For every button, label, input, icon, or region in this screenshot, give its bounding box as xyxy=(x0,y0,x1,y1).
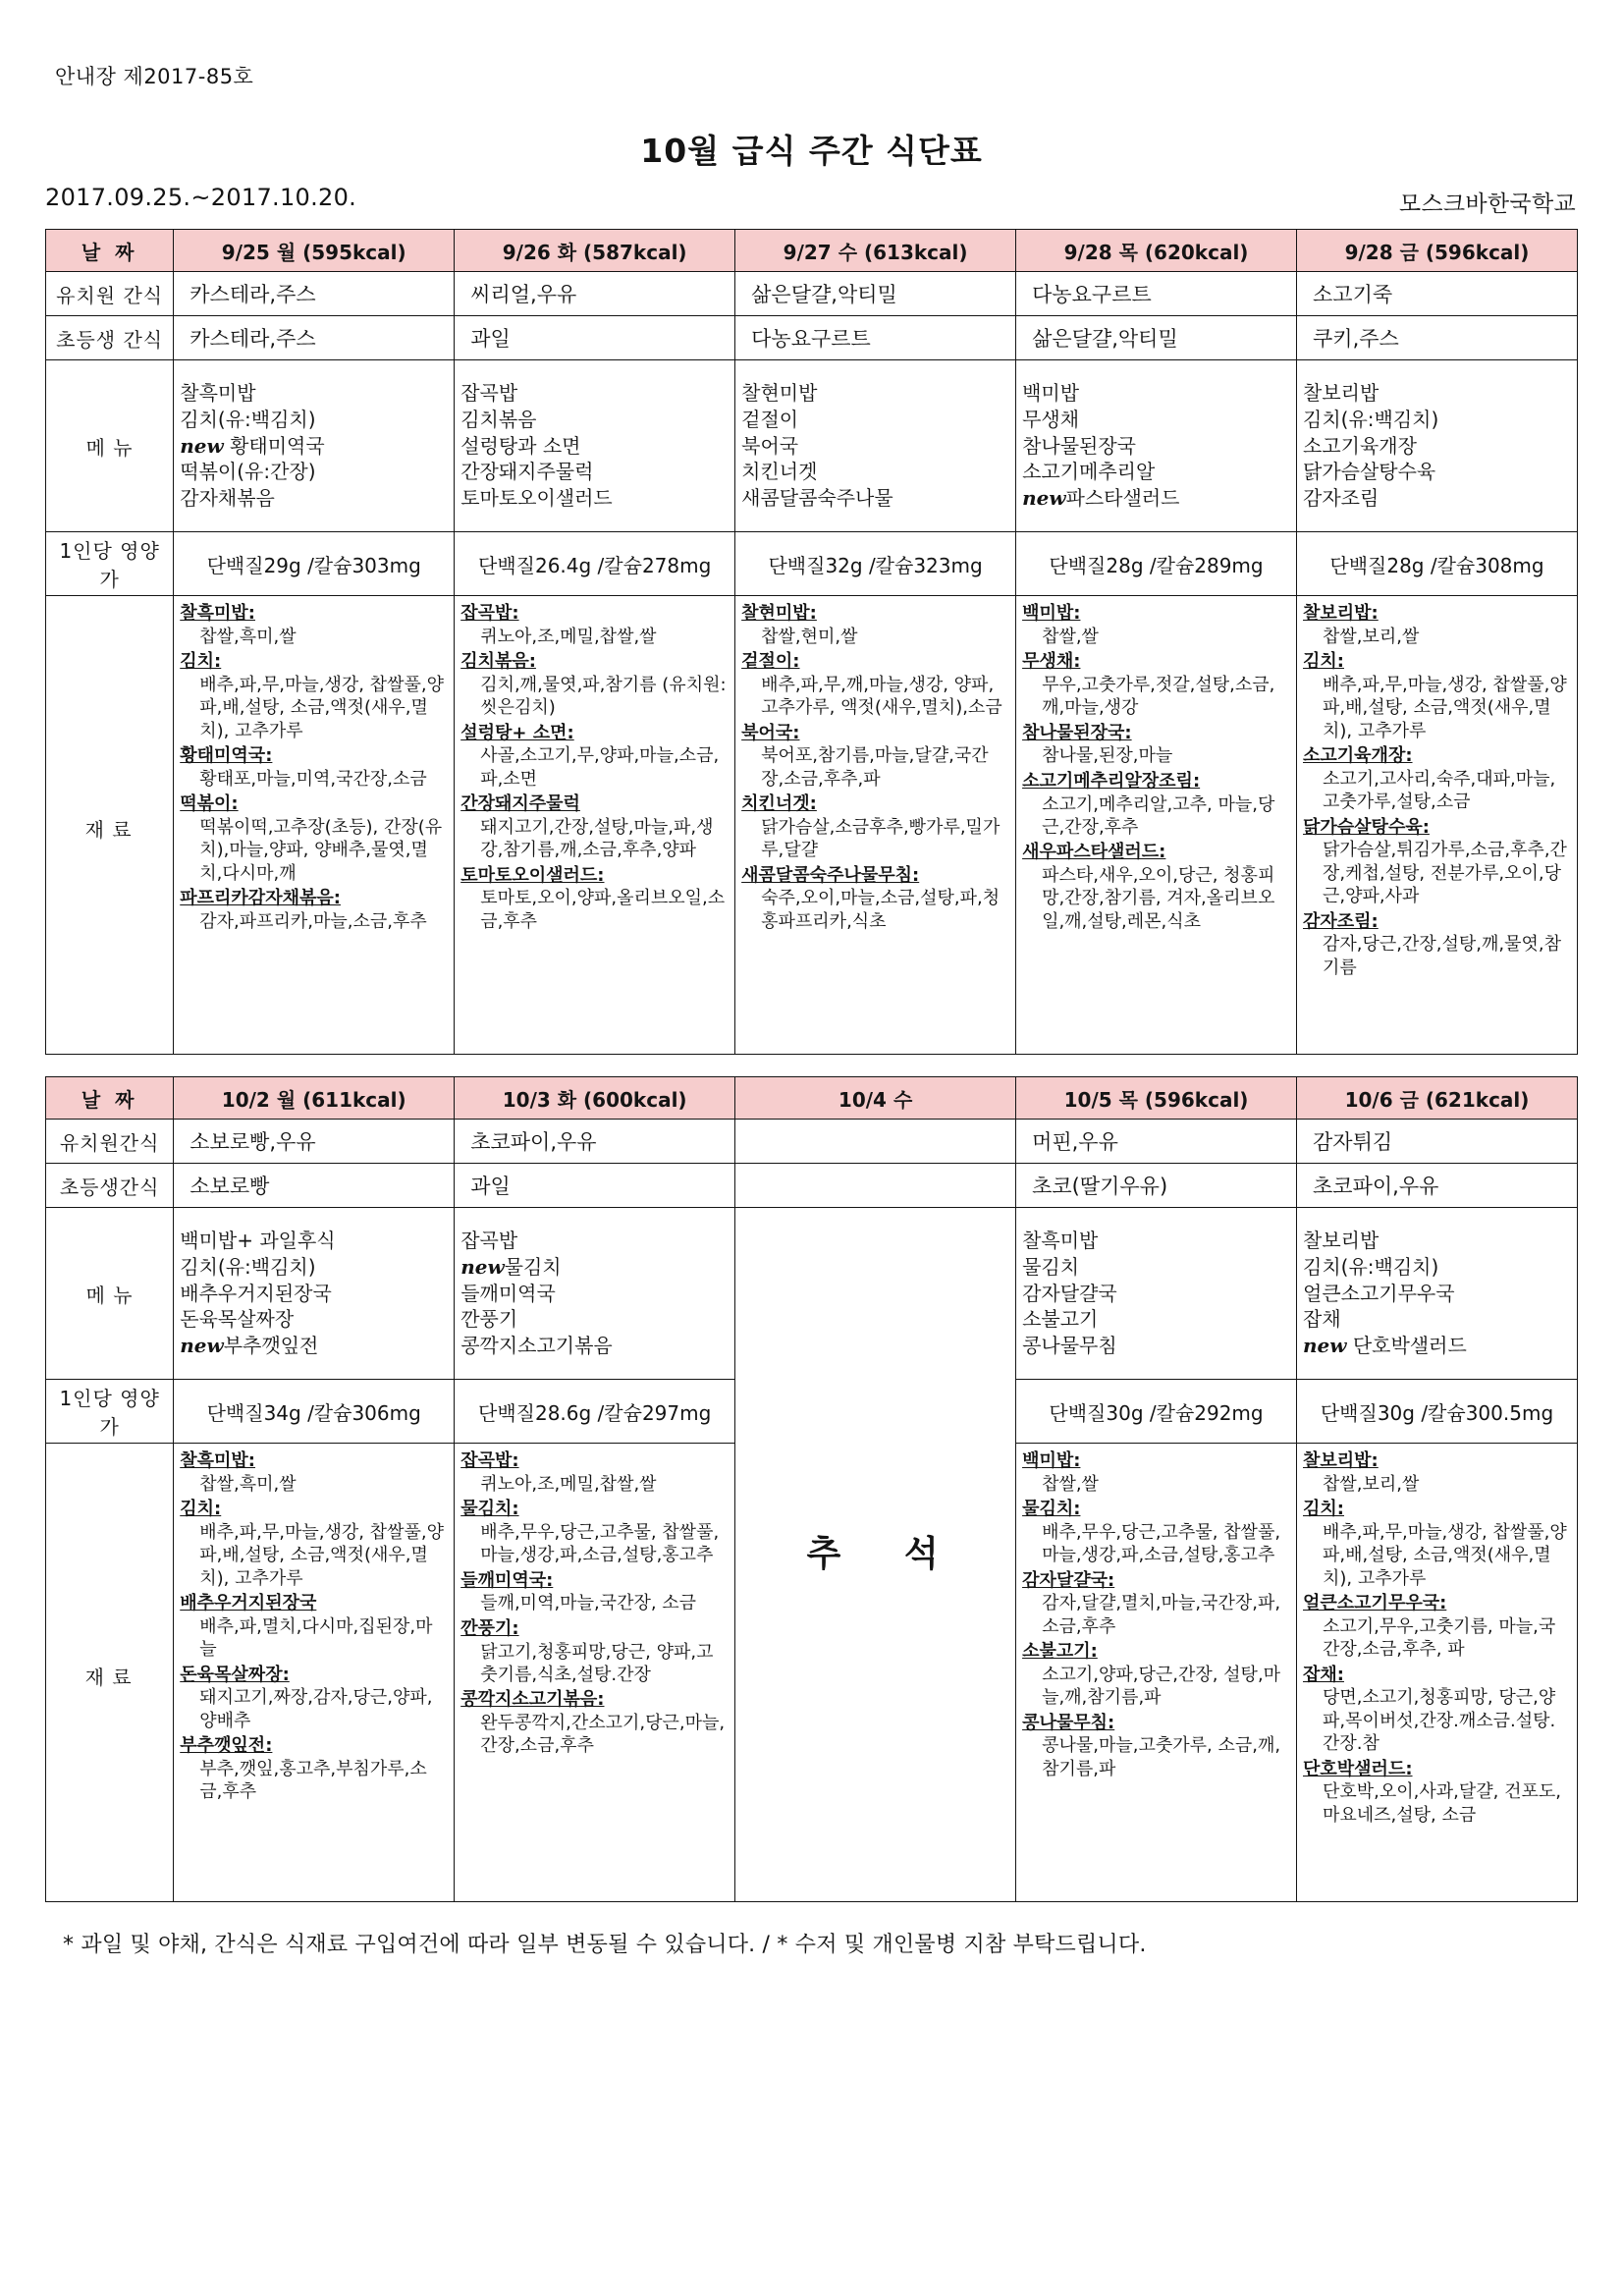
menu-item: 물김치 xyxy=(1022,1254,1080,1279)
ingredient-items: 감자,당근,간장,설탕,깨,물엿,참기름 xyxy=(1323,934,1561,978)
week1-menu-table xyxy=(45,229,1578,1055)
ingredient-dish-name: 김치볶음: xyxy=(460,651,536,673)
ingredient-dish-name: 백미밥: xyxy=(1022,1450,1081,1471)
subheader xyxy=(45,184,1578,223)
menu-item: 들깨미역국 xyxy=(460,1281,556,1305)
ingredient-items: 콩나물,마늘,고춧가루, 소금,깨,참기름,파 xyxy=(1042,1735,1281,1779)
ingredient-block xyxy=(1022,1640,1288,1710)
week1-menu-1 xyxy=(455,360,735,532)
ingredient-items: 배추,파,무,마늘,생강, 찹쌀풀,양파,배,설탕, 소금,액젓(새우,멸치), 고추가루 xyxy=(199,1521,444,1589)
week2-day-header-4: 10/6 금 (621kcal) xyxy=(1297,1077,1578,1120)
ingredient-block xyxy=(460,602,727,648)
ingredient-items: 소고기,양파,당근,간장, 설탕,마늘,깨,참기름,파 xyxy=(1042,1664,1281,1709)
menu-item: 찰보리밥 xyxy=(1303,381,1380,405)
school-name: 모스크바한국학교 xyxy=(1398,191,1576,217)
week1-ingredients-row xyxy=(46,596,1578,1055)
menu-item: 소불고기 xyxy=(1022,1307,1099,1332)
ingredient-dish-name: 찰보리밥: xyxy=(1303,603,1379,624)
menu-item: 김치(유:백김치) xyxy=(180,407,316,431)
menu-item: 북어국 xyxy=(741,433,799,458)
ingredient-items: 북어포,참기름,마늘,달걀,국간장,소금,후추,파 xyxy=(761,745,989,790)
ingredient-block xyxy=(180,650,446,742)
ingredient-dish-name: 황태미역국: xyxy=(180,745,273,767)
ingredient-block xyxy=(180,1592,446,1662)
ingredient-block xyxy=(180,887,446,933)
ingredient-dish-name: 김치: xyxy=(180,651,222,673)
row-label-date: 날 짜 xyxy=(46,1077,174,1120)
new-badge: new xyxy=(180,433,224,458)
ingredient-items: 사골,소고기,무,양파,마늘,소금,파,소면 xyxy=(480,745,720,790)
week2-menu-4 xyxy=(1297,1208,1578,1380)
menu-item: 새콤달콤숙주나물 xyxy=(741,486,893,511)
menu-item: new물김치 xyxy=(460,1254,562,1279)
row-label-ingredients: 재 료 xyxy=(46,596,174,1055)
week2-ingredients-3 xyxy=(1016,1444,1297,1902)
ingredient-list xyxy=(1303,602,1569,981)
week1-ingredients-0 xyxy=(174,596,455,1055)
week2-day-header-0: 10/2 월 (611kcal) xyxy=(174,1077,455,1120)
ingredient-block xyxy=(460,722,727,792)
ingredient-dish-name: 닭가슴살탕수육: xyxy=(1303,816,1430,838)
ingredient-items: 찹쌀,쌀 xyxy=(1042,626,1099,647)
ingredient-dish-name: 잡채: xyxy=(1303,1664,1344,1685)
ingredient-list xyxy=(460,602,727,935)
ingredient-items: 감자,파프리카,마늘,소금,후추 xyxy=(199,910,427,932)
week2-menu-3 xyxy=(1016,1208,1297,1380)
menu-item: 감자달걀국 xyxy=(1022,1281,1117,1305)
menu-item: 찰보리밥 xyxy=(1303,1229,1380,1252)
ingredient-items: 찹쌀,보리,쌀 xyxy=(1323,626,1420,647)
ingredient-dish-name: 파프리카감자채볶음: xyxy=(180,888,341,909)
week2-ingredients-4 xyxy=(1297,1444,1578,1902)
menu-item: 배추우거지된장국 xyxy=(180,1281,332,1305)
ingredient-block xyxy=(460,864,727,934)
menu-item: 닭가슴살탕수육 xyxy=(1303,460,1436,484)
holiday-cell-chuseok: 추 석 xyxy=(735,1208,1016,1902)
row-label-menu: 메 뉴 xyxy=(46,1208,174,1380)
ingredient-block xyxy=(741,864,1007,934)
ingredient-items: 배추,무우,당근,고추물, 찹쌀풀,마늘,생강,파,소금,설탕,홍고추 xyxy=(1042,1521,1281,1566)
week2-elem-snack-row xyxy=(46,1164,1578,1208)
menu-item: 치킨너겟 xyxy=(741,460,818,484)
ingredient-items: 닭고기,청홍피망,당근, 양파,고춧기름,식초,설탕.간장 xyxy=(480,1641,714,1685)
ingredient-block xyxy=(460,1617,727,1687)
week1-ingredients-4 xyxy=(1297,596,1578,1055)
week1-nutrition-3: 단백질28g /칼슘289mg xyxy=(1016,532,1297,596)
week2-kinder-snack-1: 초코파이,우유 xyxy=(455,1120,735,1164)
menu-item: 잡채 xyxy=(1303,1307,1341,1332)
ingredient-items: 무우,고춧가루,젓갈,설탕,소금,깨,마늘,생강 xyxy=(1042,674,1275,719)
week1-kinder-snack-1: 씨리얼,우유 xyxy=(455,272,735,316)
ingredient-items: 부추,깻잎,홍고추,부침가루,소금,후추 xyxy=(199,1758,427,1803)
ingredient-dish-name: 콩나물무침: xyxy=(1022,1712,1115,1733)
menu-item: 김치(유:백김치) xyxy=(1303,1254,1439,1279)
week2-nutrition-1: 단백질28.6g /칼슘297mg xyxy=(455,1380,735,1444)
week1-nutrition-1: 단백질26.4g /칼슘278mg xyxy=(455,532,735,596)
ingredient-items: 닭가슴살,튀김가루,소금,후추,간장,케첩,설탕, 전분가루,오이,당근,양파,사과 xyxy=(1323,840,1567,907)
week1-ingredients-2 xyxy=(735,596,1016,1055)
week2-nutrition-0: 단백질34g /칼슘306mg xyxy=(174,1380,455,1444)
week1-day-header-0: 9/25 월 (595kcal) xyxy=(174,230,455,272)
menu-item: 설렁탕과 소면 xyxy=(460,433,581,458)
page-title: 10월 급식 주간 식단표 xyxy=(640,132,983,170)
week2-kinder-snack-2 xyxy=(735,1120,1016,1164)
week1-elem-snack-1: 과일 xyxy=(455,316,735,360)
week1-date-header-row xyxy=(46,230,1578,272)
ingredient-items: 소고기,메추리알,고추, 마늘,당근,간장,후추 xyxy=(1042,793,1275,838)
ingredient-list xyxy=(1022,1449,1288,1782)
ingredient-block xyxy=(1022,1712,1288,1781)
ingredient-items: 숙주,오이,마늘,소금,설탕,파,청홍파프리카,식초 xyxy=(761,888,1001,932)
ingredient-block xyxy=(1303,1664,1569,1756)
row-label-kinder-snack: 유치원 간식 xyxy=(46,272,174,316)
ingredient-dish-name: 얼큰소고기무우국: xyxy=(1303,1593,1447,1614)
ingredient-dish-name: 토마토오이샐러드: xyxy=(460,864,605,886)
week2-kinder-snack-4: 감자튀김 xyxy=(1297,1120,1578,1164)
week2-menu-row xyxy=(46,1208,1578,1380)
ingredient-items: 감자,달걀,멸치,마늘,국간장,파,소금,후추 xyxy=(1042,1593,1281,1637)
menu-item: new 단호박샐러드 xyxy=(1303,1334,1467,1358)
ingredient-block xyxy=(460,650,727,720)
ingredient-dish-name: 소불고기: xyxy=(1022,1641,1098,1663)
ingredient-block xyxy=(1303,1498,1569,1590)
week2-day-header-1: 10/3 화 (600kcal) xyxy=(455,1077,735,1120)
ingredient-block xyxy=(1303,910,1569,980)
ingredient-dish-name: 소고기육개장: xyxy=(1303,745,1413,767)
ingredient-list xyxy=(1303,1449,1569,1829)
ingredient-items: 당면,소고기,청홍피망, 당근,양파,목이버섯,간장.깨소금.설탕.간장.참 xyxy=(1323,1687,1556,1755)
ingredient-items: 찹쌀,쌀 xyxy=(1042,1473,1099,1495)
ingredient-block xyxy=(180,602,446,648)
new-badge: new xyxy=(1022,486,1066,511)
menu-item: 토마토오이샐러드 xyxy=(460,486,613,511)
week1-elem-snack-2: 다농요구르트 xyxy=(735,316,1016,360)
ingredient-items: 배추,파,무,마늘,생강, 찹쌀풀,양파,배,설탕, 소금,액젓(새우,멸치), 고추가루 xyxy=(1323,1521,1567,1589)
ingredient-items: 찹쌀,보리,쌀 xyxy=(1323,1473,1420,1495)
week2-elem-snack-4: 초코파이,우유 xyxy=(1297,1164,1578,1208)
new-badge: new xyxy=(180,1334,224,1358)
ingredient-block xyxy=(460,1498,727,1567)
week2-elem-snack-1: 과일 xyxy=(455,1164,735,1208)
ingredient-items: 참나물,된장,마늘 xyxy=(1042,745,1173,767)
week1-elem-snack-3: 삶은달걀,악티밀 xyxy=(1016,316,1297,360)
ingredient-dish-name: 새우파스타샐러드: xyxy=(1022,842,1166,863)
menu-item: 백미밥 xyxy=(1022,381,1080,405)
ingredient-dish-name: 감자달걀국: xyxy=(1022,1569,1115,1591)
row-label-elem-snack: 초등생간식 xyxy=(46,1164,174,1208)
week1-day-header-1: 9/26 화 (587kcal) xyxy=(455,230,735,272)
menu-item: 찰흑미밥 xyxy=(180,381,256,405)
ingredient-dish-name: 설렁탕+ 소면: xyxy=(460,722,574,743)
ingredient-items: 퀴노아,조,메밀,찹쌀,쌀 xyxy=(480,626,657,647)
ingredient-dish-name: 떡볶이: xyxy=(180,793,239,815)
ingredient-items: 토마토,오이,양파,올리브오일,소금,후추 xyxy=(480,888,726,932)
ingredient-items: 퀴노아,조,메밀,찹쌀,쌀 xyxy=(480,1473,657,1495)
ingredient-block xyxy=(1303,1592,1569,1662)
ingredient-items: 배추,파,무,마늘,생강, 찹쌀풀,양파,배,설탕, 소금,액젓(새우,멸치), 고추가루 xyxy=(199,674,444,741)
ingredient-items: 단호박,오이,사과,달걀, 건포도,마요네즈,설탕, 소금 xyxy=(1323,1781,1561,1826)
ingredient-block xyxy=(180,744,446,791)
ingredient-dish-name: 참나물된장국: xyxy=(1022,722,1132,743)
week2-ingredients-0 xyxy=(174,1444,455,1902)
row-label-nutrition: 1인당 영양가 xyxy=(46,532,174,596)
period-range: 2017.09.25.~2017.10.20. xyxy=(45,184,357,211)
ingredient-dish-name: 잡곡밥: xyxy=(460,1450,519,1471)
ingredient-dish-name: 찰흑미밥: xyxy=(180,1450,255,1471)
week2-kinder-snack-row xyxy=(46,1120,1578,1164)
ingredient-items: 배추,파,무,마늘,생강, 찹쌀풀,양파,배,설탕, 소금,액젓(새우,멸치), 고추가루 xyxy=(1323,674,1567,741)
menu-item: new파스타샐러드 xyxy=(1022,486,1180,511)
row-label-date: 날 짜 xyxy=(46,230,174,272)
week2-day-header-2: 10/4 수 xyxy=(735,1077,1016,1120)
week1-nutrition-2: 단백질32g /칼슘323mg xyxy=(735,532,1016,596)
ingredient-list xyxy=(1022,602,1288,935)
row-label-menu: 메 뉴 xyxy=(46,360,174,532)
ingredient-block xyxy=(1303,1758,1569,1828)
table-spacer xyxy=(45,1055,1578,1070)
week2-date-header-row xyxy=(46,1077,1578,1120)
week1-kinder-snack-2: 삶은달걀,악티밀 xyxy=(735,272,1016,316)
week2-menu-0 xyxy=(174,1208,455,1380)
new-badge: new xyxy=(460,1254,505,1279)
menu-item: 잡곡밥 xyxy=(460,1229,518,1252)
ingredient-block xyxy=(741,793,1007,862)
ingredient-dish-name: 새콤달콤숙주나물무침: xyxy=(741,864,920,886)
footer-note: * 과일 및 야채, 간식은 식재료 구입여건에 따라 일부 변동될 수 있습니다. / * 수저 및 개인물병 지참 부탁드립니다. xyxy=(63,1933,1147,1957)
menu-item: 김치볶음 xyxy=(460,407,537,431)
ingredient-block xyxy=(180,1734,446,1804)
menu-item: new 황태미역국 xyxy=(180,433,325,458)
week1-menu-3 xyxy=(1016,360,1297,532)
menu-item: 김치(유:백김치) xyxy=(180,1254,316,1279)
week2-nutrition-4: 단백질30g /칼슘300.5mg xyxy=(1297,1380,1578,1444)
ingredient-dish-name: 김치: xyxy=(180,1499,222,1520)
ingredient-block xyxy=(1022,1498,1288,1567)
ingredient-dish-name: 감자조림: xyxy=(1303,910,1379,932)
new-badge: new xyxy=(1303,1334,1347,1358)
ingredient-block xyxy=(1303,816,1569,908)
week1-kinder-snack-0: 카스테라,주스 xyxy=(174,272,455,316)
week1-menu-0 xyxy=(174,360,455,532)
week2-kinder-snack-3: 머핀,우유 xyxy=(1016,1120,1297,1164)
ingredient-block xyxy=(1022,722,1288,768)
ingredient-dish-name: 소고기메추리알장조림: xyxy=(1022,770,1201,792)
ingredient-items: 돼지고기,간장,설탕,마늘,파,생강,참기름,깨,소금,후추,양파 xyxy=(480,816,714,861)
week1-menu-4 xyxy=(1297,360,1578,532)
week1-day-header-4: 9/28 금 (596kcal) xyxy=(1297,230,1578,272)
week2-elem-snack-2 xyxy=(735,1164,1016,1208)
week2-kinder-snack-0: 소보로빵,우유 xyxy=(174,1120,455,1164)
ingredient-dish-name: 물김치: xyxy=(1022,1499,1081,1520)
ingredient-block xyxy=(460,1569,727,1615)
ingredient-block xyxy=(180,793,446,885)
ingredient-items: 김치,깨,물엿,파,참기름 (유치원:씻은김치) xyxy=(480,674,727,719)
menu-item: 간장돼지주물럭 xyxy=(460,460,594,484)
week1-nutrition-row xyxy=(46,532,1578,596)
menu-item: 소고기메추리알 xyxy=(1022,460,1156,484)
menu-item: 콩나물무침 xyxy=(1022,1334,1117,1358)
row-label-ingredients: 재 료 xyxy=(46,1444,174,1902)
ingredient-dish-name: 겉절이: xyxy=(741,651,800,673)
ingredient-items: 배추,무우,당근,고추물, 찹쌀풀,마늘,생강,파,소금,설탕,홍고추 xyxy=(480,1521,720,1566)
ingredient-dish-name: 간장돼지주물럭 xyxy=(460,793,580,815)
ingredient-dish-name: 찰흑미밥: xyxy=(180,603,255,624)
ingredient-dish-name: 찰보리밥: xyxy=(1303,1450,1379,1471)
ingredient-items: 파스타,새우,오이,당근, 청홍피망,간장,참기름, 겨자,올리브오일,깨,설탕,레몬,식초 xyxy=(1042,865,1275,932)
ingredient-dish-name: 배추우거지된장국 xyxy=(180,1593,317,1614)
ingredient-items: 떡볶이떡,고추장(초등), 간장(유치),마늘,양파, 양배추,물엿,멸치,다시마,깨 xyxy=(199,816,443,884)
row-label-kinder-snack: 유치원간식 xyxy=(46,1120,174,1164)
row-label-nutrition: 1인당 영양가 xyxy=(46,1380,174,1444)
menu-item: 잡곡밥 xyxy=(460,381,518,405)
ingredient-block xyxy=(741,722,1007,792)
ingredient-list xyxy=(180,1449,446,1806)
menu-item: 참나물된장국 xyxy=(1022,433,1136,458)
ingredient-list xyxy=(741,602,1007,935)
menu-item: 얼큰소고기무우국 xyxy=(1303,1281,1455,1305)
ingredient-block xyxy=(460,793,727,862)
ingredient-block xyxy=(1022,770,1288,840)
week1-nutrition-4: 단백질28g /칼슘308mg xyxy=(1297,532,1578,596)
ingredient-items: 찹쌀,흑미,쌀 xyxy=(199,1473,297,1495)
ingredient-items: 소고기,무우,고춧기름, 마늘,국간장,소금,후추, 파 xyxy=(1323,1615,1556,1661)
week1-day-header-3: 9/28 목 (620kcal) xyxy=(1016,230,1297,272)
ingredient-dish-name: 물김치: xyxy=(460,1499,519,1520)
week2-menu-1 xyxy=(455,1208,735,1380)
week2-day-header-3: 10/5 목 (596kcal) xyxy=(1016,1077,1297,1120)
week1-kinder-snack-row xyxy=(46,272,1578,316)
ingredient-dish-name: 돈육목살짜장: xyxy=(180,1664,290,1685)
week1-ingredients-1 xyxy=(455,596,735,1055)
menu-item: 떡볶이(유:간장) xyxy=(180,460,316,484)
ingredient-block xyxy=(1022,1569,1288,1639)
week2-elem-snack-0: 소보로빵 xyxy=(174,1164,455,1208)
week1-elem-snack-4: 쿠키,주스 xyxy=(1297,316,1578,360)
ingredient-block xyxy=(741,602,1007,648)
menu-item: new부추깻잎전 xyxy=(180,1334,319,1358)
ingredient-block xyxy=(1303,1449,1569,1496)
menu-item: 깐풍기 xyxy=(460,1307,518,1332)
ingredient-items: 배추,파,멸치,다시마,집된장,마늘 xyxy=(199,1615,433,1661)
ingredient-dish-name: 깐풍기: xyxy=(460,1617,519,1639)
ingredient-dish-name: 콩깍지소고기볶음: xyxy=(460,1689,605,1711)
week1-menu-row xyxy=(46,360,1578,532)
ingredient-dish-name: 무생채: xyxy=(1022,651,1081,673)
ingredient-dish-name: 잡곡밥: xyxy=(460,603,519,624)
ingredient-dish-name: 부추깻잎전: xyxy=(180,1735,273,1757)
ingredient-items: 돼지고기,짜장,감자,당근,양파,양배추 xyxy=(199,1687,433,1731)
ingredient-dish-name: 치킨너겟: xyxy=(741,793,817,815)
menu-item: 겉절이 xyxy=(741,407,799,431)
menu-item: 찰흑미밥 xyxy=(1022,1229,1099,1252)
ingredient-items: 찹쌀,흑미,쌀 xyxy=(199,626,297,647)
ingredient-dish-name: 김치: xyxy=(1303,1499,1344,1520)
week1-kinder-snack-4: 소고기죽 xyxy=(1297,272,1578,316)
week1-elem-snack-0: 카스테라,주스 xyxy=(174,316,455,360)
ingredient-block xyxy=(1303,650,1569,742)
ingredient-block xyxy=(1303,744,1569,814)
week1-ingredients-3 xyxy=(1016,596,1297,1055)
week2-menu-table xyxy=(45,1076,1578,1902)
week1-nutrition-0: 단백질29g /칼슘303mg xyxy=(174,532,455,596)
week1-menu-2 xyxy=(735,360,1016,532)
ingredient-dish-name: 김치: xyxy=(1303,651,1344,673)
menu-item: 소고기육개장 xyxy=(1303,433,1417,458)
ingredient-items: 완두콩깍지,간소고기,당근,마늘,간장,소금,후추 xyxy=(480,1713,726,1757)
ingredient-block xyxy=(180,1449,446,1496)
ingredient-dish-name: 북어국: xyxy=(741,722,800,743)
week2-elem-snack-3: 초코(딸기우유) xyxy=(1016,1164,1297,1208)
ingredient-items: 배추,파,무,깨,마늘,생강, 양파,고추가루, 액젓(새우,멸치),소금 xyxy=(761,674,1002,719)
ingredient-block xyxy=(741,650,1007,720)
ingredient-dish-name: 찰현미밥: xyxy=(741,603,817,624)
ingredient-dish-name: 백미밥: xyxy=(1022,603,1081,624)
menu-item: 감자채볶음 xyxy=(180,486,275,511)
ingredient-block xyxy=(1303,602,1569,648)
week2-ingredients-1 xyxy=(455,1444,735,1902)
menu-item: 무생채 xyxy=(1022,407,1080,431)
ingredient-list xyxy=(460,1449,727,1760)
ingredient-block xyxy=(1022,841,1288,933)
menu-item: 백미밥+ 과일후식 xyxy=(180,1229,336,1252)
ingredient-block xyxy=(180,1498,446,1590)
week2-nutrition-3: 단백질30g /칼슘292mg xyxy=(1016,1380,1297,1444)
menu-item: 돈육목살짜장 xyxy=(180,1307,295,1332)
ingredient-block xyxy=(180,1664,446,1733)
ingredient-dish-name: 들깨미역국: xyxy=(460,1569,554,1591)
ingredient-block xyxy=(1022,650,1288,720)
ingredient-items: 황태포,마늘,미역,국간장,소금 xyxy=(199,768,427,790)
menu-item: 콩깍지소고기볶음 xyxy=(460,1334,613,1358)
menu-item: 김치(유:백김치) xyxy=(1303,407,1439,431)
week1-day-header-2: 9/27 수 (613kcal) xyxy=(735,230,1016,272)
ingredient-items: 들깨,미역,마늘,국간장, 소금 xyxy=(480,1593,697,1614)
ingredient-items: 소고기,고사리,숙주,대파,마늘,고춧가루,설탕,소금 xyxy=(1323,768,1556,813)
ingredient-block xyxy=(1022,1449,1288,1496)
menu-item: 감자조림 xyxy=(1303,486,1380,511)
menu-item: 찰현미밥 xyxy=(741,381,818,405)
ingredient-block xyxy=(460,1688,727,1758)
ingredient-list xyxy=(180,602,446,935)
ingredient-dish-name: 단호박샐러드: xyxy=(1303,1758,1413,1779)
week1-elem-snack-row xyxy=(46,316,1578,360)
document-number: 안내장 제2017-85호 xyxy=(55,65,254,88)
ingredient-block xyxy=(1022,602,1288,648)
week1-kinder-snack-3: 다농요구르트 xyxy=(1016,272,1297,316)
ingredient-block xyxy=(460,1449,727,1496)
ingredient-items: 닭가슴살,소금후추,빵가루,밀가루,달걀 xyxy=(761,816,1001,861)
ingredient-items: 찹쌀,현미,쌀 xyxy=(761,626,858,647)
row-label-elem-snack: 초등생 간식 xyxy=(46,316,174,360)
